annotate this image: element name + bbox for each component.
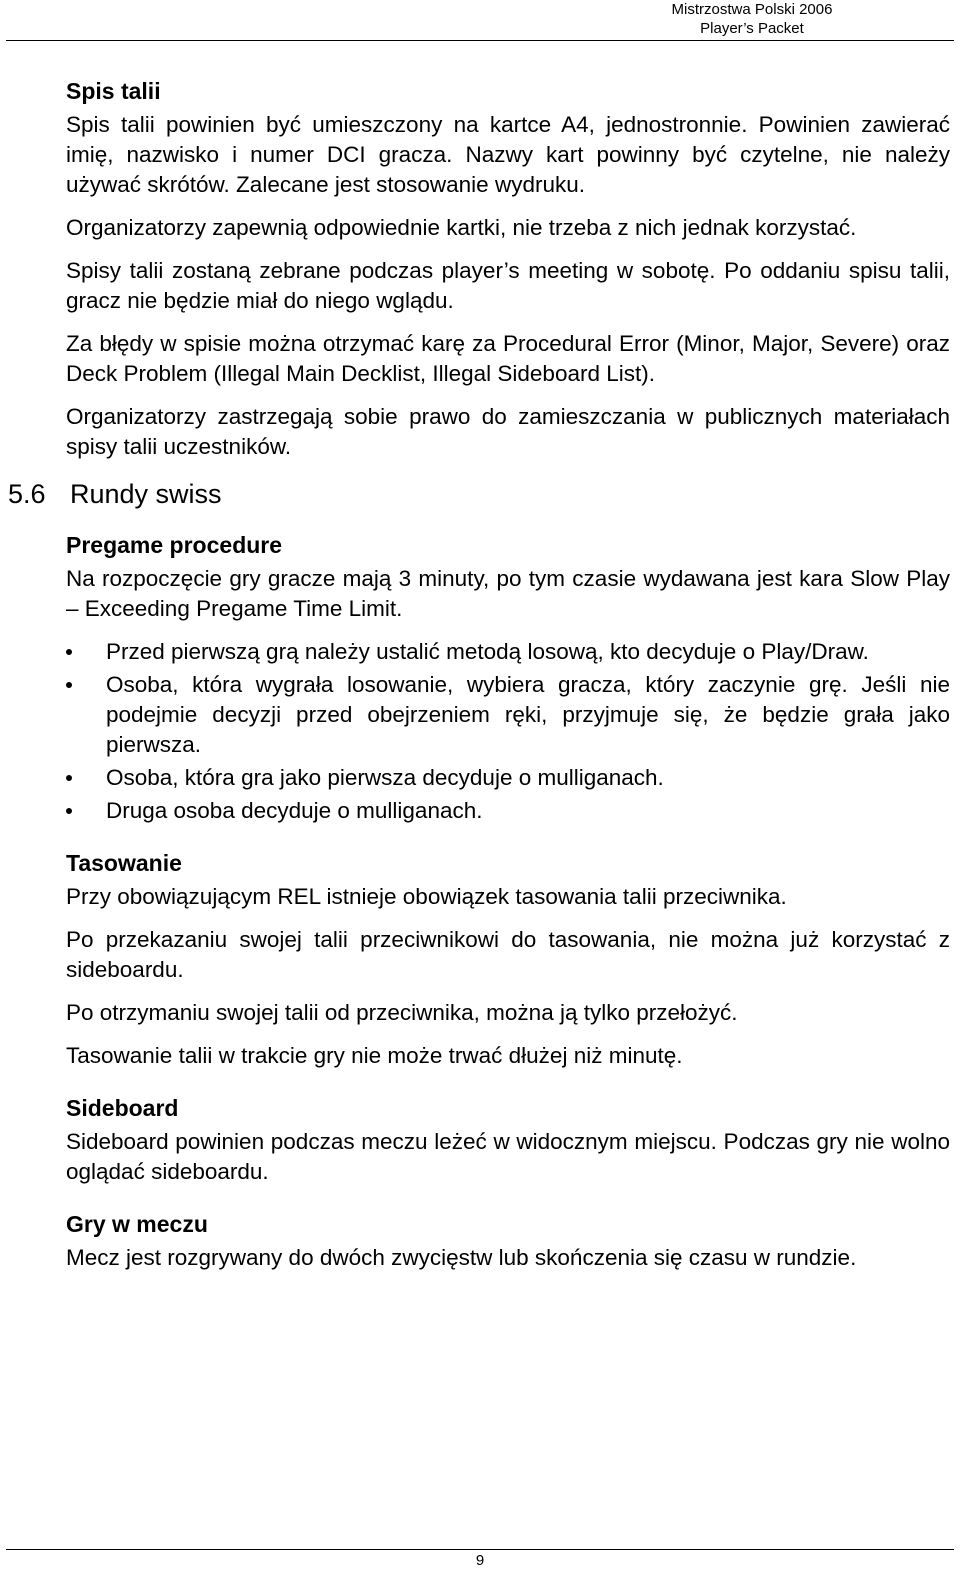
bullet-icon [66, 775, 72, 781]
paragraph-tasowanie-3: Po otrzymaniu swojej talii od przeciwnika, można ją tylko przełożyć. [66, 1000, 738, 1025]
heading-gry-w-meczu: Gry w meczu [66, 1211, 208, 1237]
list-item [66, 637, 950, 667]
header-document-title: Player’s Packet [700, 20, 804, 37]
paragraph-pregame-1: Na rozpoczęcie gry gracze mają 3 minuty, po tym czasie wydawana jest kara Slow Play – Exceeding Pregame Time Limit. [66, 566, 950, 621]
header-event-title: Mistrzostwa Polski 2006 [671, 1, 833, 18]
bullet-icon [66, 682, 72, 688]
paragraph-tasowanie-1: Przy obowiązującym REL istnieje obowiązek tasowania talii przeciwnika. [66, 884, 787, 909]
paragraph-spis-2: Organizatorzy zapewnią odpowiednie kartki, nie trzeba z nich jednak korzystać. [66, 215, 857, 240]
heading-spis-talii: Spis talii [66, 78, 161, 104]
page-content [8, 76, 950, 1286]
section-number: 5.6 [8, 479, 46, 509]
paragraph-sideboard-1: Sideboard powinien podczas meczu leżeć w widocznym miejscu. Podczas gry nie wolno oglądać sideboardu. [66, 1129, 950, 1184]
page-number: 9 [475, 1552, 485, 1569]
paragraph-spis-5: Organizatorzy zastrzegają sobie prawo do zamieszczania w publicznych materiałach spisy talii uczestników. [66, 404, 950, 459]
heading-sideboard: Sideboard [66, 1095, 179, 1121]
pregame-bullet-list [66, 637, 950, 826]
list-item [66, 670, 950, 760]
bullet-icon [66, 808, 72, 814]
paragraph-spis-4: Za błędy w spisie można otrzymać karę za Procedural Error (Minor, Major, Severe) oraz Deck Problem (Illegal Main Decklist, Illegal Sideboard List). [66, 331, 950, 386]
list-item [66, 796, 950, 826]
paragraph-gry-1: Mecz jest rozgrywany do dwóch zwycięstw lub skończenia się czasu w rundzie. [66, 1245, 857, 1270]
page-header [552, 0, 952, 38]
section-title-text: Rundy swiss [70, 479, 222, 509]
section-title-rundy-swiss [8, 478, 892, 510]
paragraph-tasowanie-2: Po przekazaniu swojej talii przeciwnikowi do tasowania, nie można już korzystać z sideboardu. [66, 927, 950, 982]
bullet-icon [66, 649, 72, 655]
paragraph-tasowanie-4: Tasowanie talii w trakcie gry nie może trwać dłużej niż minutę. [66, 1043, 683, 1068]
list-item-text: Druga osoba decyduje o mulliganach. [106, 798, 483, 823]
list-item [66, 763, 950, 793]
heading-tasowanie: Tasowanie [66, 850, 182, 876]
paragraph-spis-1: Spis talii powinien być umieszczony na kartce A4, jednostronnie. Powinien zawierać imię, nazwisko i numer DCI gracza. Nazwy kart powinny być czytelne, nie należy używać skrótów. Zalecane jest stosowanie wydruku. [66, 112, 950, 197]
list-item-text: Osoba, która wygrała losowanie, wybiera gracza, który zaczynie grę. Jeśli nie podejmie decyzji przed obejrzeniem ręki, przyjmuje się, że będzie grała jako pierwsza. [106, 672, 950, 757]
footer-divider [6, 1549, 954, 1550]
header-divider [6, 40, 954, 41]
heading-pregame-procedure: Pregame procedure [66, 532, 283, 558]
list-item-text: Przed pierwszą grą należy ustalić metodą losową, kto decyduje o Play/Draw. [106, 639, 869, 664]
list-item-text: Osoba, która gra jako pierwsza decyduje o mulliganach. [106, 765, 664, 790]
paragraph-spis-3: Spisy talii zostaną zebrane podczas player’s meeting w sobotę. Po oddaniu spisu talii, gracz nie będzie miał do niego wglądu. [66, 258, 950, 313]
